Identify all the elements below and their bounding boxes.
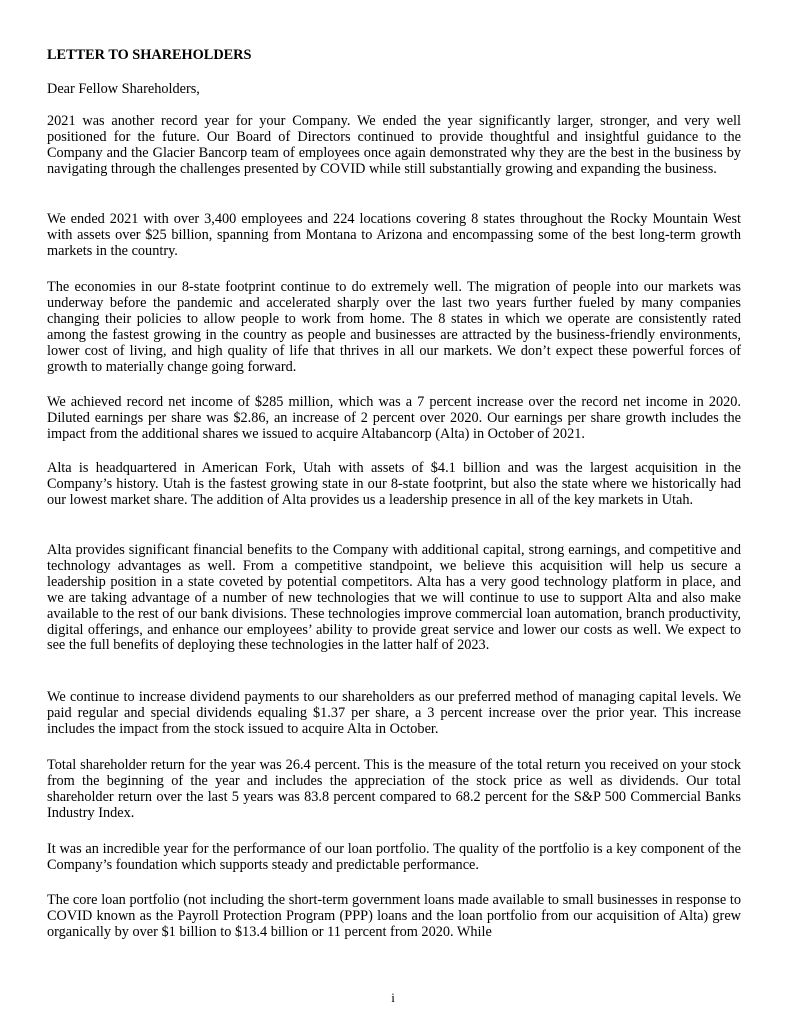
paragraph-alta-acquisition: Alta is headquartered in American Fork, Utah with assets of $4.1 billion and was the largest acquisition in the Company’s history. Utah is the fastest growing state in our 8-state footprint, but also the state where we historically had our lowest market share. The addition of Alta provides us a leadership presence in all of the key markets in Utah. (47, 460, 741, 508)
salutation: Dear Fellow Shareholders, (47, 81, 200, 97)
paragraph-alta-benefits: Alta provides significant financial benefits to the Company with additional capital, strong earnings, and competitive and technology advantages as well. From a competitive standpoint, we believe this acquisition will help us secure a leadership position in a state coveted by potential competitors. Alta has a very good technology platform in place, and we are taking advantage of a number of new technologies that we will continue to use to support Alta and also make available to the rest of our bank divisions. These technologies improve commercial loan automation, branch productivity, digital offerings, and enhance our employees’ ability to provide great service and lower our costs as well. We expect to see the full benefits of deploying these technologies in the latter half of 2023. (47, 542, 741, 654)
paragraph-net-income: We achieved record net income of $285 million, which was a 7 percent increase over the record net income in 2020. Diluted earnings per share was $2.86, an increase of 2 percent over 2020. Our earnings per share growth includes the impact from the additional shares we issued to acquire Altabancorp (Alta) in October of 2021. (47, 394, 741, 442)
paragraph-record-year: 2021 was another record year for your Company. We ended the year significantly larger, stronger, and very well positioned for the future. Our Board of Directors continued to provide thoughtful and insightful guidance to the Company and the Glacier Bancorp team of employees once again demonstrated why they are the best in the business by navigating through the challenges presented by COVID while still substantially growing and expanding the business. (47, 113, 741, 177)
letter-heading: LETTER TO SHAREHOLDERS (47, 47, 252, 63)
paragraph-dividends: We continue to increase dividend payments to our shareholders as our preferred method of managing capital levels. We paid regular and special dividends equaling $1.37 per share, a 3 percent increase over the prior year. This increase includes the impact from the stock issued to acquire Alta in October. (47, 689, 741, 737)
page-number: i (391, 990, 395, 1005)
paragraph-footprint: We ended 2021 with over 3,400 employees and 224 locations covering 8 states throughout the Rocky Mountain West with assets over $25 billion, spanning from Montana to Arizona and encompassing some of the best long-term growth markets in the country. (47, 211, 741, 259)
paragraph-loan-performance: It was an incredible year for the performance of our loan portfolio. The quality of the portfolio is a key component of the Company’s foundation which supports steady and predictable performance. (47, 841, 741, 873)
paragraph-shareholder-return: Total shareholder return for the year was 26.4 percent. This is the measure of the total return you received on your stock from the beginning of the year and includes the appreciation of the stock price as well as dividends. Our total shareholder return over the last 5 years was 83.8 percent compared to 68.2 percent for the S&P 500 Commercial Banks Industry Index. (47, 757, 741, 821)
paragraph-core-loans: The core loan portfolio (not including the short-term government loans made available to small businesses in response to COVID known as the Payroll Protection Program (PPP) loans and the loan portfolio from our acquisition of Alta) grew organically by over $1 billion to $13.4 billion or 11 percent from 2020. While (47, 892, 741, 940)
paragraph-economies: The economies in our 8-state footprint continue to do extremely well. The migration of people into our markets was underway before the pandemic and accelerated sharply over the last two years further fueled by many companies changing their policies to allow people to work from home. The 8 states in which we operate are consistently rated among the fastest growing in the country as people and businesses are attracted by the business-friendly environments, lower cost of living, and high quality of life that thrives in all our markets. We don’t expect these powerful forces of growth to materially change going forward. (47, 279, 741, 375)
